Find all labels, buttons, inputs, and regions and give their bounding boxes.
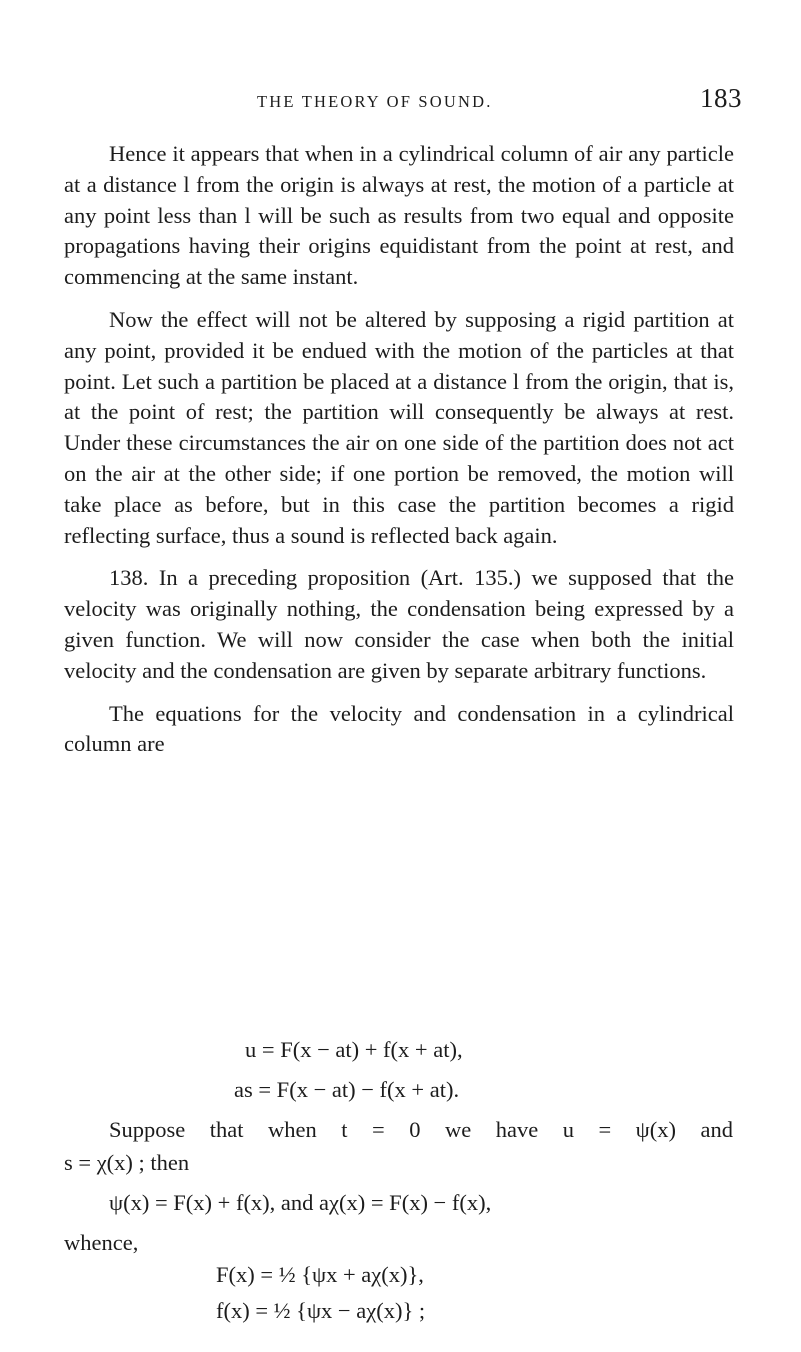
initial-condensation-line: s = χ(x) ; then — [64, 1150, 190, 1175]
equation-F: F(x) = ½ {ψx + aχ(x)}, — [216, 1262, 424, 1287]
article-number: 138. — [109, 565, 149, 591]
suppose-line: Suppose that when t = 0 we have u = ψ(x) and — [109, 1117, 733, 1142]
page-number: 183 — [700, 83, 742, 113]
whence-label: whence, — [64, 1230, 139, 1255]
paragraph-3-text: In a preceding proposition (Art. 135.) we supposed that the velocity was originally nothing, the condensation being expressed by a given function. We will now consider the case when both the initial velocity and the condensation are given by separate arbitrary functions. — [64, 565, 735, 683]
paragraph-2: Now the effect will not be altered by supposing a rigid partition at any point, provided it be endued with the motion of the particles at that point. Let such a partition be placed at a distance l from the origin, that is, at the point of rest; the partition will consequently be always at rest. Under these circumstances the air on one side of the partition does not act on the air at the other side; if one portion be removed, the motion will take place as before, but in this case the partition becomes a rigid reflecting surface, thus a sound is reflected back again. — [64, 306, 734, 548]
paragraph-4: The equations for the velocity and condensation in a cylindrical column are — [64, 700, 734, 757]
equation-velocity: u = F(x − at) + f(x + at), — [245, 1037, 463, 1062]
body-text — [64, 139, 734, 772]
equation-f: f(x) = ½ {ψx − aχ(x)} ; — [216, 1298, 426, 1323]
paragraph-3 — [64, 563, 734, 686]
equation-condensation: as = F(x − at) − f(x + at). — [234, 1077, 460, 1102]
paragraph-1: Hence it appears that when in a cylindrical column of air any particle at a distance l from the origin is always at rest, the motion of a particle at any point less than l will be such as results from two equal and opposite propagations having their origins equidistant from the point at rest, and commencing at the same instant. — [64, 141, 734, 290]
running-title: THE THEORY OF SOUND. — [257, 92, 493, 111]
psi-relation-line: ψ(x) = F(x) + f(x), and aχ(x) = F(x) − f(x), — [109, 1190, 492, 1215]
running-head — [0, 80, 801, 114]
